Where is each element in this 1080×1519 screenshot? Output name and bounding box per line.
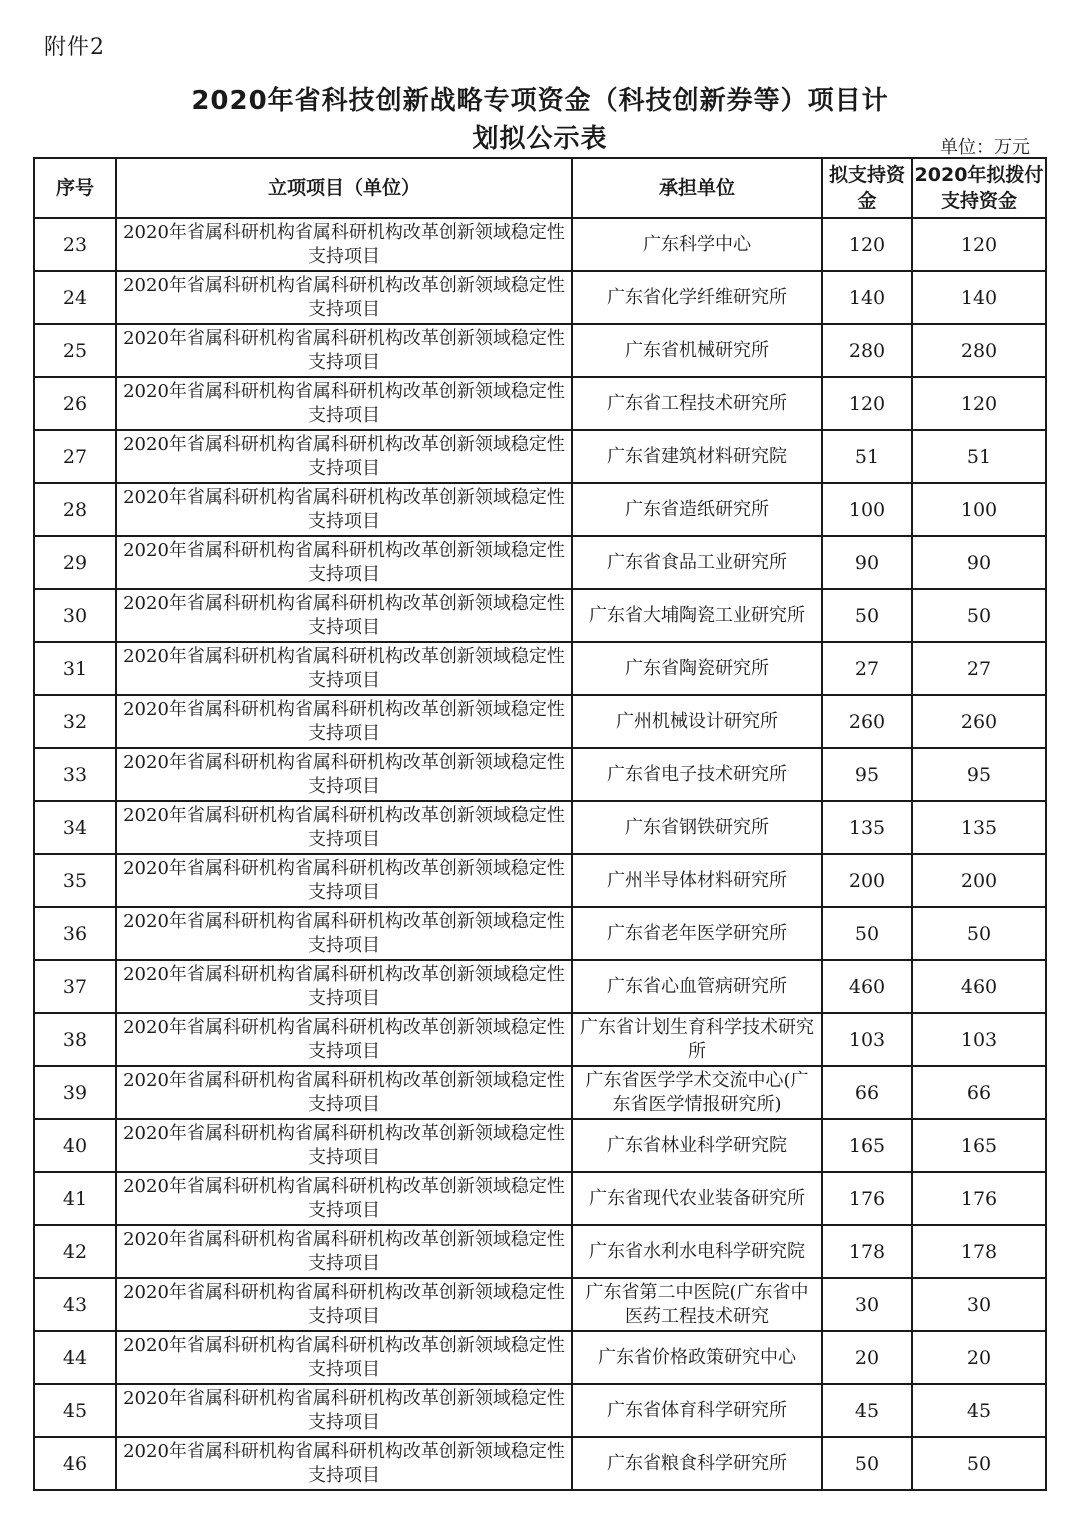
cell-unit: 广东省食品工业研究所 [572, 536, 822, 589]
cell-allocated: 20 [912, 1331, 1046, 1384]
cell-unit: 广东省粮食科学研究所 [572, 1437, 822, 1490]
cell-project: 2020年省属科研机构省属科研机构改革创新领域稳定性支持项目 [116, 1119, 572, 1172]
cell-seq: 44 [34, 1331, 116, 1384]
cell-unit: 广东省医学学术交流中心(广东省医学情报研究所) [572, 1066, 822, 1119]
cell-allocated: 45 [912, 1384, 1046, 1437]
cell-project: 2020年省属科研机构省属科研机构改革创新领域稳定性支持项目 [116, 589, 572, 642]
attachment-label: 附件2 [44, 35, 105, 60]
cell-support: 260 [822, 695, 912, 748]
cell-unit: 广东省工程技术研究所 [572, 377, 822, 430]
header-unit: 承担单位 [572, 158, 822, 218]
cell-seq: 24 [34, 271, 116, 324]
cell-unit: 广东省林业科学研究院 [572, 1119, 822, 1172]
cell-seq: 46 [34, 1437, 116, 1490]
table-row [34, 801, 1046, 854]
cell-support: 66 [822, 1066, 912, 1119]
cell-allocated: 200 [912, 854, 1046, 907]
cell-project: 2020年省属科研机构省属科研机构改革创新领域稳定性支持项目 [116, 218, 572, 271]
cell-project: 2020年省属科研机构省属科研机构改革创新领域稳定性支持项目 [116, 1331, 572, 1384]
cell-seq: 36 [34, 907, 116, 960]
cell-allocated: 66 [912, 1066, 1046, 1119]
cell-unit: 广东省价格政策研究中心 [572, 1331, 822, 1384]
cell-seq: 41 [34, 1172, 116, 1225]
cell-allocated: 51 [912, 430, 1046, 483]
unit-note: 单位：万元 [940, 137, 1030, 158]
cell-support: 50 [822, 907, 912, 960]
cell-unit: 广东省陶瓷研究所 [572, 642, 822, 695]
cell-unit: 广东省第二中医院(广东省中医药工程技术研究 [572, 1278, 822, 1331]
cell-seq: 35 [34, 854, 116, 907]
cell-unit: 广东省水利水电科学研究院 [572, 1225, 822, 1278]
table-row [34, 324, 1046, 377]
cell-unit: 广东省体育科学研究所 [572, 1384, 822, 1437]
table-row [34, 907, 1046, 960]
table-row [34, 536, 1046, 589]
funding-table [33, 157, 1047, 1491]
cell-project: 2020年省属科研机构省属科研机构改革创新领域稳定性支持项目 [116, 1225, 572, 1278]
cell-unit: 广东科学中心 [572, 218, 822, 271]
table-row [34, 1225, 1046, 1278]
cell-seq: 42 [34, 1225, 116, 1278]
header-support: 拟支持资金 [822, 158, 912, 218]
cell-unit: 广东省电子技术研究所 [572, 748, 822, 801]
cell-support: 120 [822, 218, 912, 271]
header-allocated: 2020年拟拨付支持资金 [912, 158, 1046, 218]
cell-project: 2020年省属科研机构省属科研机构改革创新领域稳定性支持项目 [116, 1013, 572, 1066]
table-row [34, 218, 1046, 271]
table-row [34, 960, 1046, 1013]
cell-unit: 广州机械设计研究所 [572, 695, 822, 748]
table-row [34, 695, 1046, 748]
cell-support: 50 [822, 589, 912, 642]
cell-support: 45 [822, 1384, 912, 1437]
cell-support: 135 [822, 801, 912, 854]
cell-unit: 广东省造纸研究所 [572, 483, 822, 536]
table-row [34, 483, 1046, 536]
page-title-line2: 划拟公示表 [472, 124, 608, 154]
cell-project: 2020年省属科研机构省属科研机构改革创新领域稳定性支持项目 [116, 430, 572, 483]
cell-project: 2020年省属科研机构省属科研机构改革创新领域稳定性支持项目 [116, 642, 572, 695]
cell-project: 2020年省属科研机构省属科研机构改革创新领域稳定性支持项目 [116, 536, 572, 589]
cell-project: 2020年省属科研机构省属科研机构改革创新领域稳定性支持项目 [116, 748, 572, 801]
cell-allocated: 50 [912, 907, 1046, 960]
cell-allocated: 165 [912, 1119, 1046, 1172]
cell-project: 2020年省属科研机构省属科研机构改革创新领域稳定性支持项目 [116, 324, 572, 377]
cell-allocated: 120 [912, 218, 1046, 271]
cell-support: 95 [822, 748, 912, 801]
cell-allocated: 176 [912, 1172, 1046, 1225]
cell-seq: 26 [34, 377, 116, 430]
cell-seq: 45 [34, 1384, 116, 1437]
cell-project: 2020年省属科研机构省属科研机构改革创新领域稳定性支持项目 [116, 960, 572, 1013]
cell-support: 90 [822, 536, 912, 589]
cell-project: 2020年省属科研机构省属科研机构改革创新领域稳定性支持项目 [116, 377, 572, 430]
cell-project: 2020年省属科研机构省属科研机构改革创新领域稳定性支持项目 [116, 801, 572, 854]
cell-project: 2020年省属科研机构省属科研机构改革创新领域稳定性支持项目 [116, 483, 572, 536]
cell-seq: 43 [34, 1278, 116, 1331]
cell-seq: 33 [34, 748, 116, 801]
cell-project: 2020年省属科研机构省属科研机构改革创新领域稳定性支持项目 [116, 1384, 572, 1437]
cell-seq: 29 [34, 536, 116, 589]
table-row [34, 1278, 1046, 1331]
cell-support: 120 [822, 377, 912, 430]
cell-allocated: 90 [912, 536, 1046, 589]
cell-allocated: 140 [912, 271, 1046, 324]
table-row [34, 1384, 1046, 1437]
cell-seq: 34 [34, 801, 116, 854]
cell-support: 176 [822, 1172, 912, 1225]
cell-seq: 30 [34, 589, 116, 642]
cell-allocated: 95 [912, 748, 1046, 801]
table-row [34, 854, 1046, 907]
cell-seq: 38 [34, 1013, 116, 1066]
cell-seq: 32 [34, 695, 116, 748]
cell-allocated: 178 [912, 1225, 1046, 1278]
cell-support: 140 [822, 271, 912, 324]
cell-allocated: 135 [912, 801, 1046, 854]
cell-unit: 广东省计划生育科学技术研究所 [572, 1013, 822, 1066]
table-row [34, 589, 1046, 642]
table-row [34, 1013, 1046, 1066]
cell-unit: 广东省大埔陶瓷工业研究所 [572, 589, 822, 642]
cell-unit: 广东省心血管病研究所 [572, 960, 822, 1013]
table-row [34, 748, 1046, 801]
cell-allocated: 120 [912, 377, 1046, 430]
cell-seq: 27 [34, 430, 116, 483]
cell-project: 2020年省属科研机构省属科研机构改革创新领域稳定性支持项目 [116, 271, 572, 324]
table-row [34, 1331, 1046, 1384]
cell-project: 2020年省属科研机构省属科研机构改革创新领域稳定性支持项目 [116, 1278, 572, 1331]
cell-allocated: 50 [912, 1437, 1046, 1490]
table-row [34, 1437, 1046, 1490]
cell-support: 200 [822, 854, 912, 907]
cell-project: 2020年省属科研机构省属科研机构改革创新领域稳定性支持项目 [116, 1437, 572, 1490]
cell-allocated: 27 [912, 642, 1046, 695]
cell-support: 280 [822, 324, 912, 377]
cell-seq: 37 [34, 960, 116, 1013]
table-header-row [34, 158, 1046, 218]
cell-unit: 广东省建筑材料研究院 [572, 430, 822, 483]
cell-unit: 广东省机械研究所 [572, 324, 822, 377]
cell-support: 178 [822, 1225, 912, 1278]
table-row [34, 1119, 1046, 1172]
cell-allocated: 100 [912, 483, 1046, 536]
cell-support: 460 [822, 960, 912, 1013]
table-row [34, 430, 1046, 483]
cell-allocated: 460 [912, 960, 1046, 1013]
header-seq: 序号 [34, 158, 116, 218]
table-row [34, 1066, 1046, 1119]
cell-support: 20 [822, 1331, 912, 1384]
cell-project: 2020年省属科研机构省属科研机构改革创新领域稳定性支持项目 [116, 1172, 572, 1225]
table-row [34, 1172, 1046, 1225]
cell-project: 2020年省属科研机构省属科研机构改革创新领域稳定性支持项目 [116, 907, 572, 960]
table-row [34, 642, 1046, 695]
cell-seq: 28 [34, 483, 116, 536]
cell-unit: 广东省老年医学研究所 [572, 907, 822, 960]
table-row [34, 377, 1046, 430]
cell-unit: 广东省现代农业装备研究所 [572, 1172, 822, 1225]
cell-seq: 25 [34, 324, 116, 377]
cell-support: 27 [822, 642, 912, 695]
cell-seq: 23 [34, 218, 116, 271]
header-project: 立项项目（单位） [116, 158, 572, 218]
cell-project: 2020年省属科研机构省属科研机构改革创新领域稳定性支持项目 [116, 854, 572, 907]
cell-unit: 广州半导体材料研究所 [572, 854, 822, 907]
cell-project: 2020年省属科研机构省属科研机构改革创新领域稳定性支持项目 [116, 695, 572, 748]
cell-unit: 广东省化学纤维研究所 [572, 271, 822, 324]
cell-allocated: 260 [912, 695, 1046, 748]
cell-allocated: 280 [912, 324, 1046, 377]
cell-seq: 31 [34, 642, 116, 695]
cell-support: 103 [822, 1013, 912, 1066]
cell-allocated: 30 [912, 1278, 1046, 1331]
cell-project: 2020年省属科研机构省属科研机构改革创新领域稳定性支持项目 [116, 1066, 572, 1119]
cell-allocated: 103 [912, 1013, 1046, 1066]
cell-seq: 40 [34, 1119, 116, 1172]
cell-support: 50 [822, 1437, 912, 1490]
cell-allocated: 50 [912, 589, 1046, 642]
cell-support: 51 [822, 430, 912, 483]
cell-support: 100 [822, 483, 912, 536]
cell-unit: 广东省钢铁研究所 [572, 801, 822, 854]
cell-support: 30 [822, 1278, 912, 1331]
cell-support: 165 [822, 1119, 912, 1172]
cell-seq: 39 [34, 1066, 116, 1119]
table-row [34, 271, 1046, 324]
page-title-line1: 2020年省科技创新战略专项资金（科技创新券等）项目计 [191, 86, 889, 116]
